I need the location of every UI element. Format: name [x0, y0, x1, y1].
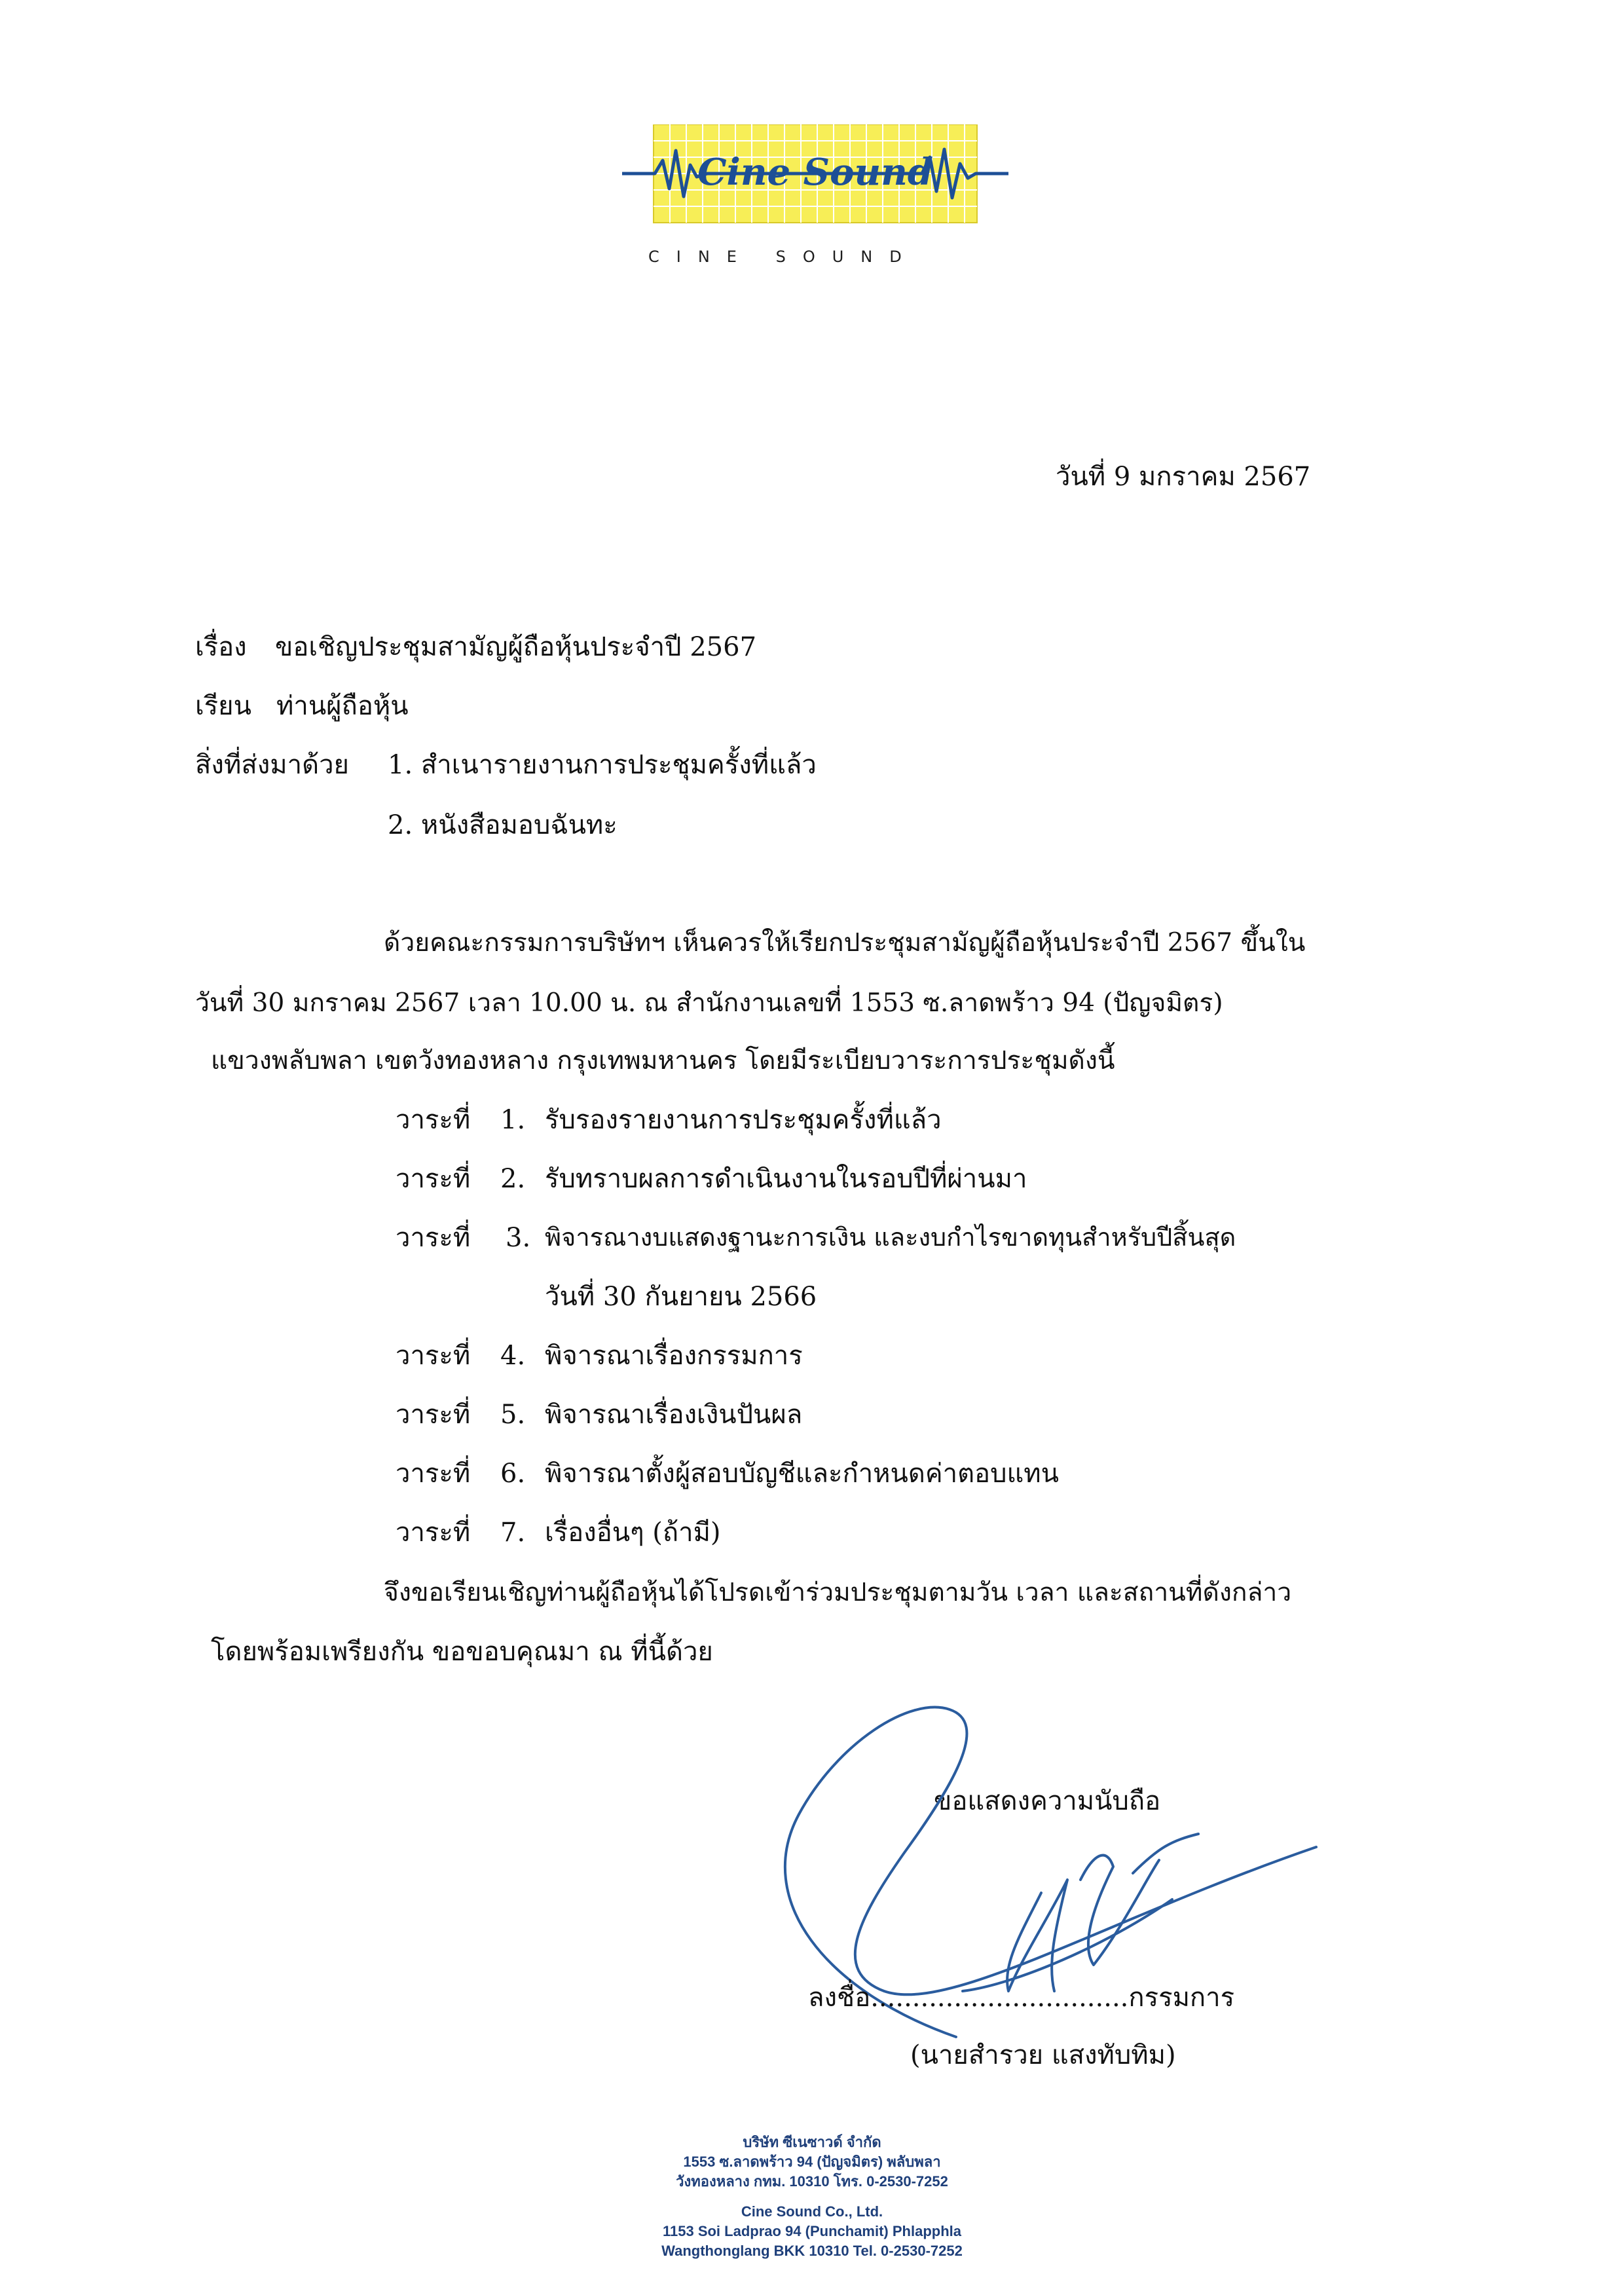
logo-caption: CINE SOUND — [648, 248, 919, 266]
agenda-number: 6. — [500, 1459, 526, 1489]
agenda-number: 4. — [500, 1341, 526, 1371]
footer-thai-address — [616, 2133, 1008, 2192]
footer-line: Wangthonglang BKK 10310 Tel. 0-2530-7252 — [661, 2243, 963, 2259]
agenda-number: 3. — [506, 1223, 531, 1253]
subject-label: เรื่อง — [195, 632, 247, 662]
agenda-number: 2. — [500, 1164, 526, 1194]
intro-line: วันที่ 30 มกราคม 2567 เวลา 10.00 น. ณ สำนักงานเลขที่ 1553 ซ.ลาดพร้าว 94 (ปัญจมิตร) — [195, 988, 1223, 1018]
agenda-item: รับรองรายงานการประชุมครั้งที่แล้ว — [545, 1105, 942, 1135]
letter-date: วันที่ 9 มกราคม 2567 — [1056, 462, 1311, 492]
closing-line: โดยพร้อมเพรียงกัน ขอขอบคุณมา ณ ที่นี้ด้วย — [211, 1637, 713, 1667]
agenda-label: วาระที่ — [396, 1164, 471, 1194]
agenda-number: 5. — [500, 1400, 526, 1430]
subject-text: ขอเชิญประชุมสามัญผู้ถือหุ้นประจำปี 2567 — [275, 632, 757, 662]
footer-line: 1153 Soi Ladprao 94 (Punchamit) Phlapphla — [662, 2223, 961, 2239]
signature-line: ลงชื่อ...............................กรรมการ — [808, 1983, 1235, 2013]
regards-text: ขอแสดงความนับถือ — [934, 1786, 1161, 1816]
agenda-item: พิจารณาตั้งผู้สอบบัญชีและกำหนดค่าตอบแทน — [545, 1459, 1059, 1489]
closing-line: จึงขอเรียนเชิญท่านผู้ถือหุ้นได้โปรดเข้าร่วมประชุมตามวัน เวลา และสถานที่ดังกล่าว — [384, 1578, 1292, 1607]
agenda-number: 7. — [500, 1518, 526, 1548]
agenda-label: วาระที่ — [396, 1459, 471, 1489]
agenda-item: พิจารณาเรื่องเงินปันผล — [545, 1400, 803, 1430]
intro-line: ด้วยคณะกรรมการบริษัทฯ เห็นควรให้เรียกประชุมสามัญผู้ถือหุ้นประจำปี 2567 ขึ้นใน — [384, 928, 1306, 958]
enclosure-item: 1. สำเนารายงานการประชุมครั้งที่แล้ว — [388, 750, 817, 780]
enclosure-item: 2. หนังสือมอบฉันทะ — [388, 810, 618, 840]
footer-line: Cine Sound Co., Ltd. — [741, 2203, 883, 2220]
agenda-number: 1. — [500, 1105, 526, 1135]
agenda-item-continuation: วันที่ 30 กันยายน 2566 — [545, 1282, 817, 1312]
to-label: เรียน — [195, 691, 251, 721]
signatory-name: (นายสำรวย แสงทับทิม) — [910, 2040, 1176, 2070]
to-text: ท่านผู้ถือหุ้น — [276, 691, 409, 721]
agenda-item: พิจารณาเรื่องกรรมการ — [545, 1341, 803, 1371]
agenda-label: วาระที่ — [396, 1400, 471, 1430]
logo-wordmark: Cine Sound — [697, 151, 934, 194]
agenda-label: วาระที่ — [396, 1223, 471, 1253]
intro-line: แขวงพลับพลา เขตวังทองหลาง กรุงเทพมหานคร โดยมีระเบียบวาระการประชุมดังนี้ — [211, 1046, 1115, 1075]
agenda-item: เรื่องอื่นๆ (ถ้ามี) — [545, 1518, 721, 1548]
footer-line: 1553 ซ.ลาดพร้าว 94 (ปัญจมิตร) พลับพลา — [683, 2154, 941, 2170]
enclosure-label: สิ่งที่ส่งมาด้วย — [195, 750, 349, 780]
footer-english-address — [616, 2202, 1008, 2261]
agenda-label: วาระที่ — [396, 1105, 471, 1135]
company-logo — [622, 124, 1008, 236]
agenda-item: รับทราบผลการดำเนินงานในรอบปีที่ผ่านมา — [545, 1164, 1027, 1194]
agenda-label: วาระที่ — [396, 1341, 471, 1371]
footer-line: วังทองหลาง กทม. 10310 โทร. 0-2530-7252 — [676, 2173, 948, 2190]
agenda-item: พิจารณางบแสดงฐานะการเงิน และงบกำไรขาดทุนสำหรับปีสิ้นสุด — [545, 1223, 1236, 1252]
agenda-label: วาระที่ — [396, 1518, 471, 1548]
footer-line: บริษัท ซีเนซาวด์ จำกัด — [743, 2134, 881, 2150]
